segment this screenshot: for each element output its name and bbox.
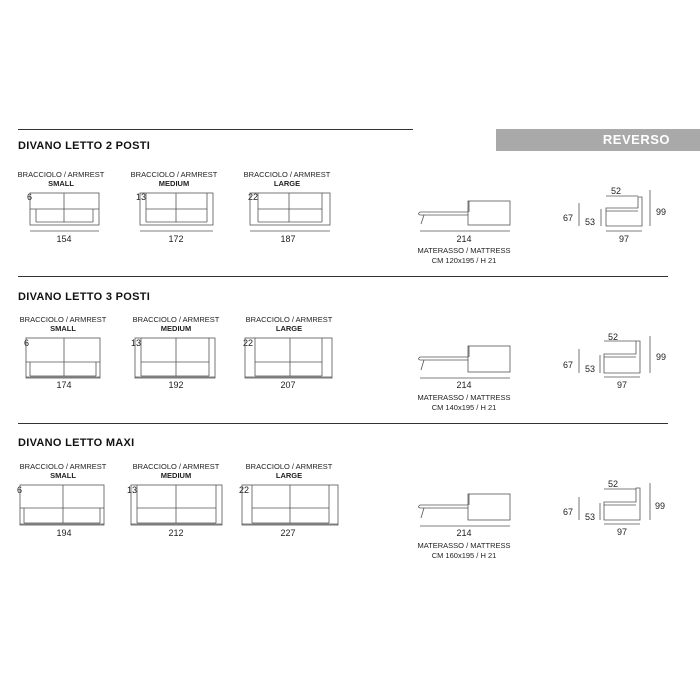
armrest-depth-medium: 13	[131, 338, 142, 348]
side-depth: 97	[616, 380, 627, 390]
sofa-width-large: 227	[280, 528, 296, 538]
brand-banner: REVERSO	[496, 129, 700, 151]
section-title-3-posti: DIVANO LETTO 3 POSTI	[18, 291, 151, 303]
side-depth: 97	[616, 527, 627, 537]
side-seat-height: 53	[585, 512, 596, 522]
armrest-label-medium: BRACCIOLO / ARMREST MEDIUM	[130, 170, 218, 188]
sofa-front-small	[20, 485, 104, 525]
armrest-label-medium: BRACCIOLO / ARMREST MEDIUM	[132, 315, 220, 333]
mattress-size: CM 120x195 / H 21	[431, 256, 497, 265]
armrest-label-small: BRACCIOLO / ARMREST SMALL	[19, 462, 107, 480]
armrest-depth-small: 6	[24, 338, 30, 348]
armrest-label-large: BRACCIOLO / ARMREST LARGE	[243, 170, 331, 188]
armrest-depth-large: 22	[239, 485, 250, 495]
open-length: 214	[456, 234, 472, 244]
side-back-height: 99	[656, 352, 667, 362]
open-length: 214	[456, 380, 472, 390]
side-height-total: 67	[563, 213, 574, 223]
mattress-label: MATERASSO / MATTRESS	[417, 246, 511, 255]
armrest-label-small: BRACCIOLO / ARMREST SMALL	[17, 170, 105, 188]
sofa-side-profile	[579, 483, 650, 524]
mattress-size: CM 140x195 / H 21	[431, 403, 497, 412]
sofa-width-medium: 212	[168, 528, 184, 538]
side-seat-height: 53	[585, 217, 596, 227]
section-title-2-posti: DIVANO LETTO 2 POSTI	[18, 140, 151, 152]
side-height-total: 67	[563, 360, 574, 370]
armrest-depth-medium: 13	[127, 485, 138, 495]
armrest-label-large: BRACCIOLO / ARMREST LARGE	[245, 315, 333, 333]
armrest-depth-medium: 13	[136, 192, 147, 202]
armrest-label-small: BRACCIOLO / ARMREST SMALL	[19, 315, 107, 333]
sofa-width-small: 194	[56, 528, 72, 538]
sofa-front-medium	[131, 485, 222, 525]
sofa-width-small: 174	[56, 380, 72, 390]
armrest-depth-large: 22	[243, 338, 254, 348]
open-bed-side	[419, 494, 511, 520]
open-length: 214	[456, 528, 472, 538]
side-depth: 97	[618, 234, 629, 244]
side-back-height: 99	[656, 207, 667, 217]
armrest-label-medium: BRACCIOLO / ARMREST MEDIUM	[132, 462, 220, 480]
armrest-depth-large: 22	[248, 192, 259, 202]
sofa-width-large: 187	[280, 234, 296, 244]
side-top-dim: 52	[608, 332, 619, 342]
sofa-width-small: 154	[56, 234, 72, 244]
mattress-label: MATERASSO / MATTRESS	[417, 393, 511, 402]
armrest-label-large: BRACCIOLO / ARMREST LARGE	[245, 462, 333, 480]
side-seat-height: 53	[585, 364, 596, 374]
side-back-height: 99	[655, 501, 666, 511]
mattress-label: MATERASSO / MATTRESS	[417, 541, 511, 550]
side-height-total: 67	[563, 507, 574, 517]
mattress-size: CM 160x195 / H 21	[431, 551, 497, 560]
armrest-depth-small: 6	[27, 192, 33, 202]
sofa-width-medium: 192	[168, 380, 184, 390]
sofa-width-large: 207	[280, 380, 296, 390]
section-title-maxi: DIVANO LETTO MAXI	[18, 437, 135, 449]
side-top-dim: 52	[608, 479, 619, 489]
sofa-front-large	[242, 485, 338, 525]
sofa-width-medium: 172	[168, 234, 184, 244]
side-top-dim: 52	[611, 186, 622, 196]
armrest-depth-small: 6	[17, 485, 23, 495]
